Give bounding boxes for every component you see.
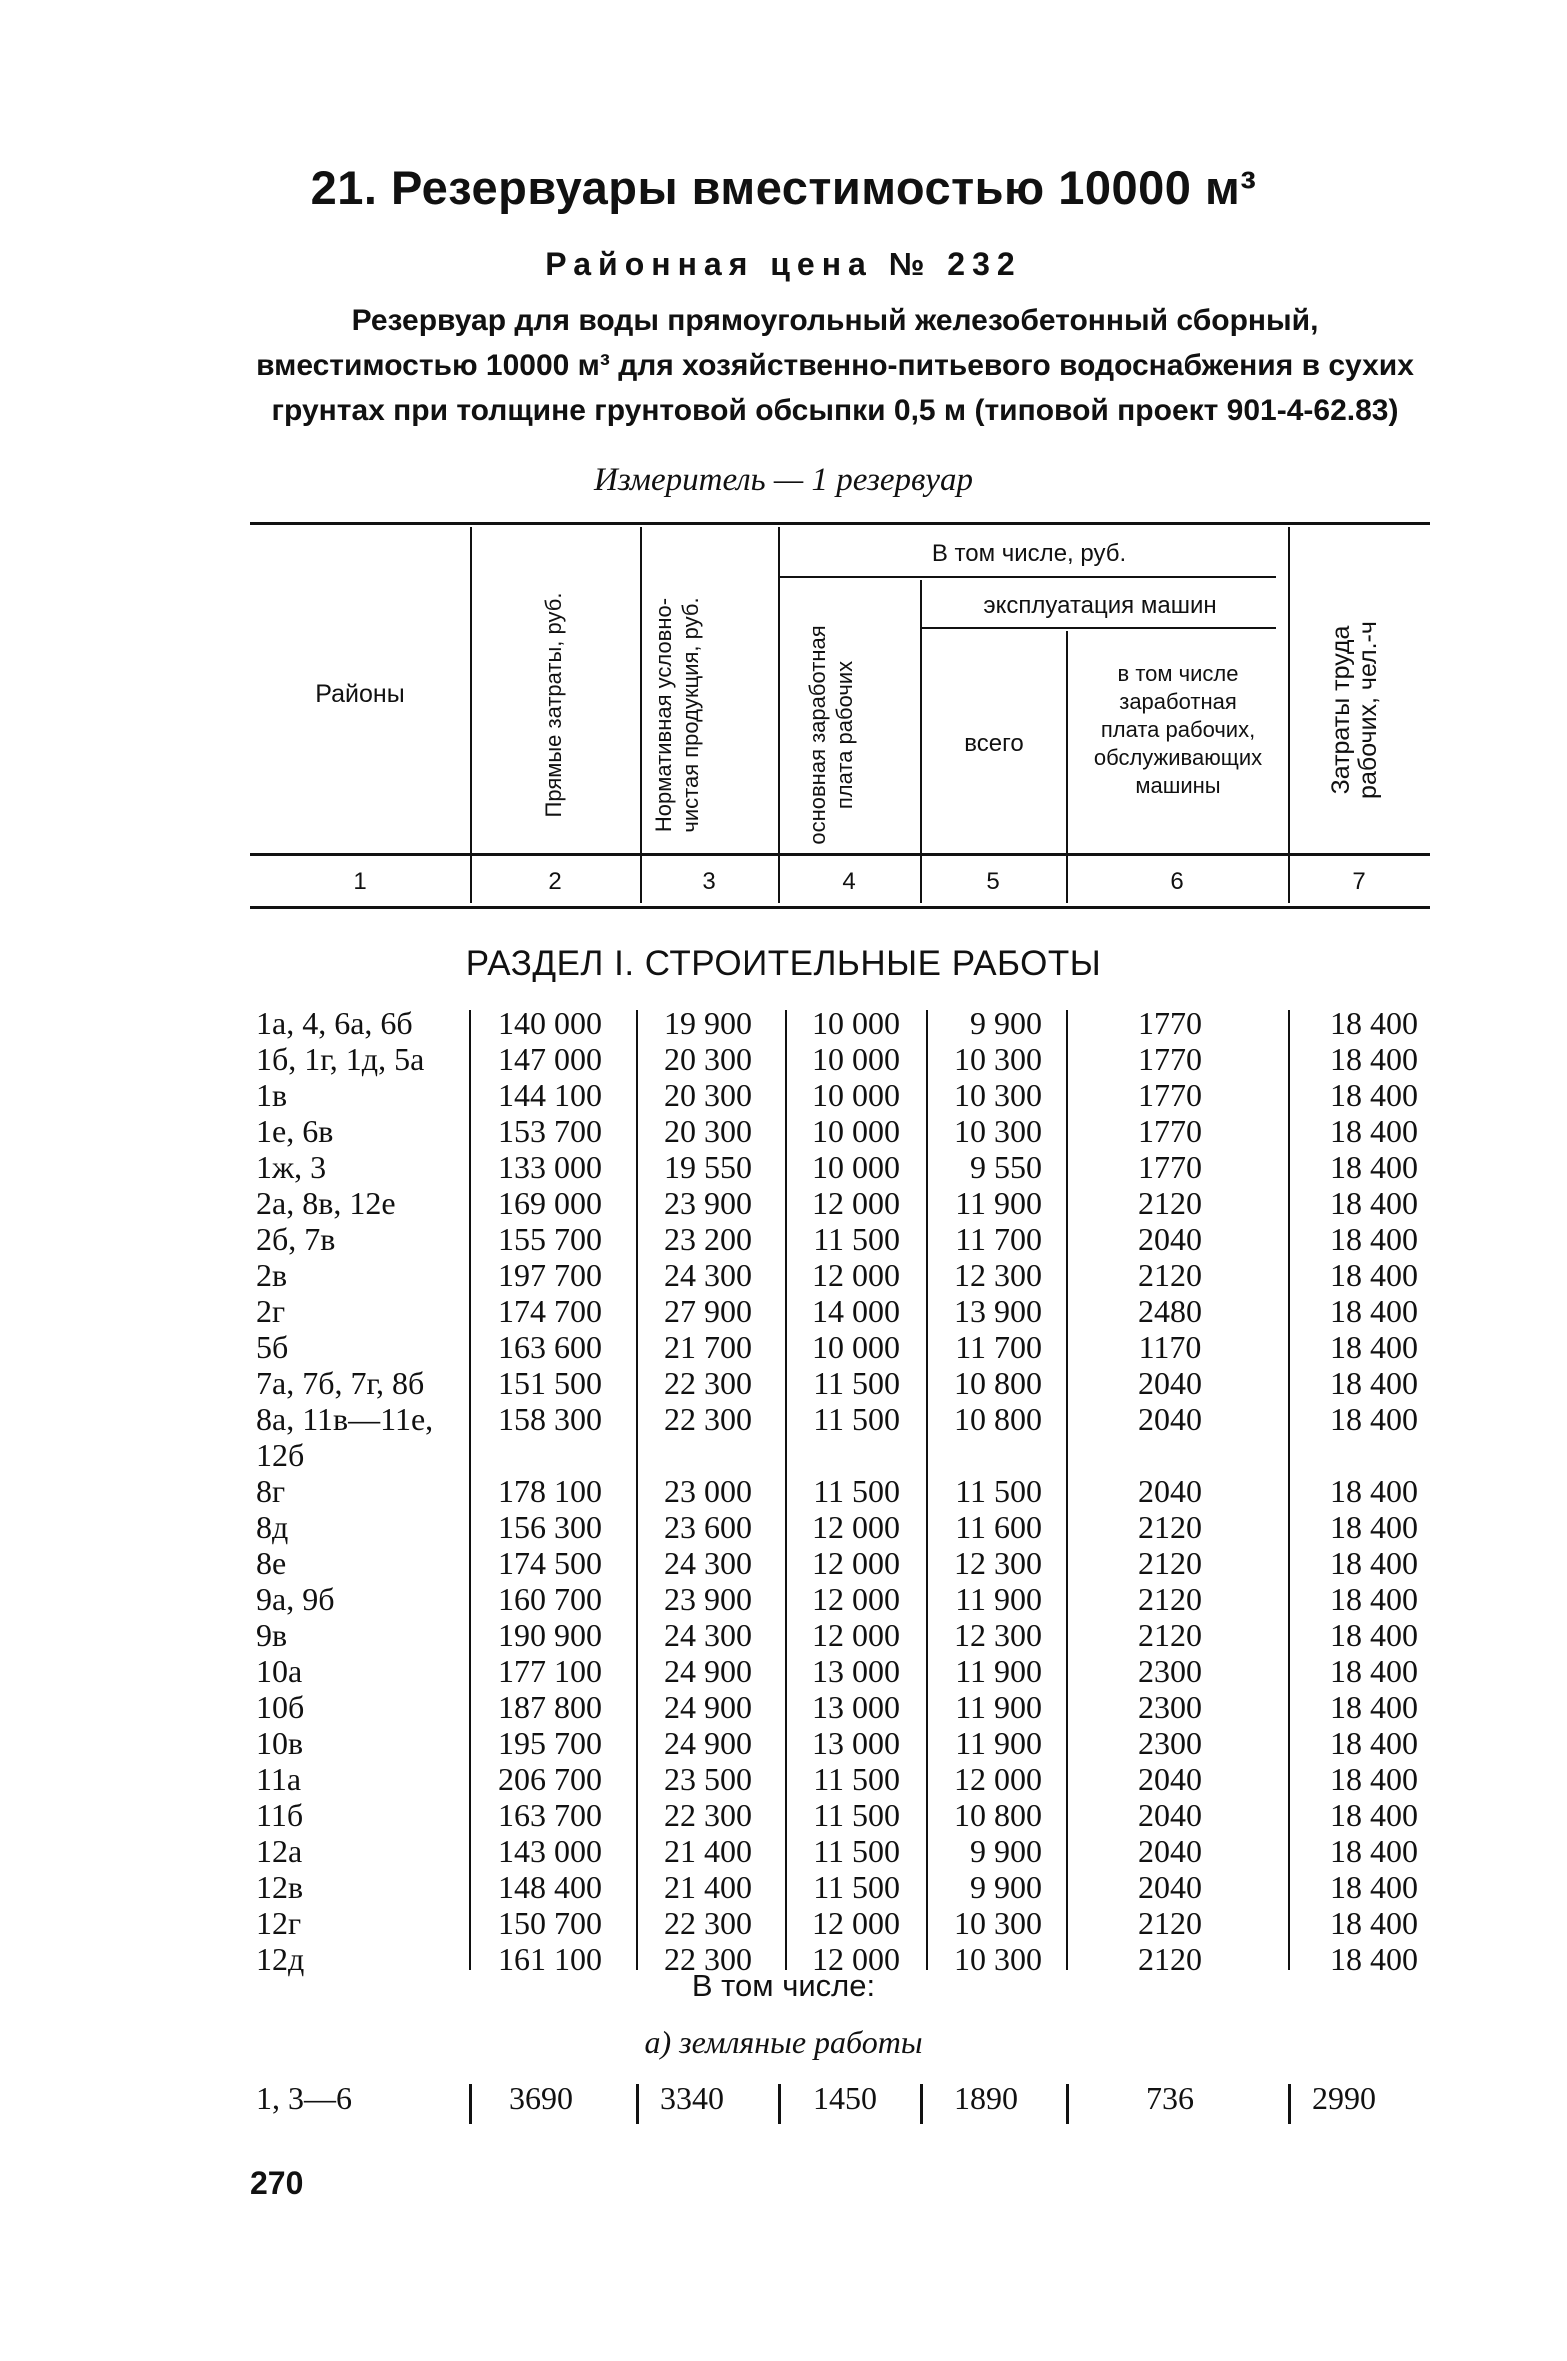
last-row-bar-5 — [1066, 2084, 1069, 2124]
cell-labor: 18 400 — [1330, 1581, 1418, 1617]
table-row — [250, 1869, 1430, 1905]
cell-labor: 18 400 — [1330, 1329, 1418, 1365]
cell-labor: 18 400 — [1330, 1905, 1418, 1941]
cell-machines: 11 700 — [955, 1329, 1042, 1365]
col-divider-3 — [778, 527, 780, 903]
cell-machine-wage: 1770 — [1138, 1077, 1202, 1113]
cell-nucp: 19 900 — [664, 1005, 752, 1041]
cell-direct: 3690 — [509, 2080, 573, 2116]
cell-machines: 12 000 — [954, 1761, 1042, 1797]
cell-nucp: 23 900 — [664, 1581, 752, 1617]
section-title: РАЗДЕЛ I. СТРОИТЕЛЬНЫЕ РАБОТЫ — [465, 944, 1102, 983]
cell-wage: 12 000 — [812, 1545, 900, 1581]
cell-region: 8г — [256, 1473, 286, 1509]
cell-region: 7а, 7б, 7г, 8б — [256, 1365, 425, 1401]
cell-region: 9в — [256, 1617, 288, 1653]
last-row-bar-4 — [920, 2084, 923, 2124]
cell-labor: 18 400 — [1330, 1941, 1418, 1977]
cell-direct: 174 700 — [498, 1293, 602, 1329]
cell-machine-wage: 736 — [1146, 2080, 1194, 2116]
cell-machines: 10 300 — [954, 1941, 1042, 1977]
cell-direct: 153 700 — [498, 1113, 602, 1149]
cell-wage: 11 500 — [813, 1833, 900, 1869]
table-row — [250, 1149, 1430, 1185]
cell-labor: 18 400 — [1330, 1869, 1418, 1905]
colnum-4: 4 — [842, 868, 856, 895]
table-row — [250, 1653, 1430, 1689]
cell-labor: 18 400 — [1330, 1365, 1418, 1401]
cell-machines: 11 700 — [955, 1221, 1042, 1257]
cell-wage: 12 000 — [812, 1185, 900, 1221]
cell-labor: 18 400 — [1330, 1005, 1418, 1041]
cell-direct: 156 300 — [498, 1509, 602, 1545]
cell-machines: 10 800 — [954, 1797, 1042, 1833]
cell-wage: 10 000 — [812, 1077, 900, 1113]
subsection-title: а) земляные работы — [644, 2024, 923, 2060]
cell-direct: 177 100 — [498, 1653, 602, 1689]
cell-region: 1а, 4, 6а, 6б — [256, 1005, 413, 1041]
cell-wage: 11 500 — [813, 1365, 900, 1401]
cell-machines: 10 300 — [954, 1905, 1042, 1941]
cell-direct: 150 700 — [498, 1905, 602, 1941]
cell-machine-wage: 2120 — [1138, 1905, 1202, 1941]
last-row-bar-2 — [636, 2084, 639, 2124]
table-row — [250, 1185, 1430, 1221]
cell-machines: 12 300 — [954, 1617, 1042, 1653]
cell-wage: 12 000 — [812, 1581, 900, 1617]
table-row — [250, 1005, 1430, 1041]
cell-region: 1в — [256, 1077, 288, 1113]
cell-wage: 13 000 — [812, 1653, 900, 1689]
table-row — [250, 1617, 1430, 1653]
cell-labor: 18 400 — [1330, 1653, 1418, 1689]
page-number: 270 — [250, 2165, 304, 2201]
cell-machines: 12 300 — [954, 1257, 1042, 1293]
cell-direct: 169 000 — [498, 1185, 602, 1221]
cell-direct: 163 600 — [498, 1329, 602, 1365]
machines-rule — [920, 627, 1276, 629]
colnum-7: 7 — [1352, 868, 1366, 895]
cell-direct: 155 700 — [498, 1221, 602, 1257]
cell-wage: 12 000 — [812, 1905, 900, 1941]
including-label: В том числе: — [691, 1968, 876, 2003]
cell-machine-wage: 2120 — [1138, 1185, 1202, 1221]
cell-labor: 18 400 — [1330, 1473, 1418, 1509]
cell-nucp: 3340 — [660, 2080, 724, 2116]
cell-region: 11б — [256, 1797, 304, 1833]
cell-region: 2а, 8в, 12е — [256, 1185, 396, 1221]
cell-direct: 187 800 — [498, 1689, 602, 1725]
cell-nucp: 22 300 — [664, 1401, 752, 1437]
cell-nucp: 23 200 — [664, 1221, 752, 1257]
cell-machine-wage: 2040 — [1138, 1833, 1202, 1869]
cell-wage: 10 000 — [812, 1005, 900, 1041]
table-row — [250, 1689, 1430, 1725]
cell-machine-wage: 2040 — [1138, 1797, 1202, 1833]
cell-direct: 140 000 — [498, 1005, 602, 1041]
table-row — [250, 1401, 1430, 1473]
cell-nucp: 19 550 — [664, 1149, 752, 1185]
header-labor: Затраты труда рабочих, чел.-ч — [1327, 621, 1382, 799]
description: Резервуар для воды прямоугольный железобетонный сборный, вместимостью 10000 м³ для хозяйственно-питьевого водоснабжения в сухих грунтах при толщине грунтовой обсыпки 0,5 м (типовой проект 901-4-62.83) — [256, 304, 1414, 427]
cell-wage: 10 000 — [812, 1329, 900, 1365]
cell-machine-wage: 2300 — [1138, 1725, 1202, 1761]
cell-nucp: 20 300 — [664, 1041, 752, 1077]
cell-labor: 18 400 — [1330, 1293, 1418, 1329]
cell-machine-wage: 1770 — [1138, 1113, 1202, 1149]
cell-region: 10а — [256, 1653, 303, 1689]
cell-machine-wage: 2120 — [1138, 1257, 1202, 1293]
header-direct-costs: Прямые затраты, руб. — [541, 592, 566, 818]
cell-labor: 18 400 — [1330, 1833, 1418, 1869]
cell-machine-wage: 2040 — [1138, 1221, 1202, 1257]
cell-wage: 1450 — [813, 2080, 877, 2116]
cell-region: 12г — [256, 1905, 302, 1941]
cell-wage: 11 500 — [813, 1869, 900, 1905]
cell-machines: 13 900 — [954, 1293, 1042, 1329]
cell-wage: 11 500 — [813, 1221, 900, 1257]
cell-machine-wage: 2120 — [1138, 1581, 1202, 1617]
cell-wage: 10 000 — [812, 1149, 900, 1185]
cell-machine-wage: 2040 — [1138, 1869, 1202, 1905]
cell-labor: 18 400 — [1330, 1725, 1418, 1761]
cell-machines: 10 800 — [954, 1401, 1042, 1437]
cell-region: 10в — [256, 1725, 304, 1761]
table-row — [250, 1905, 1430, 1941]
table-row — [250, 1257, 1430, 1293]
cell-machines: 10 300 — [954, 1041, 1042, 1077]
header-regions: Районы — [315, 680, 405, 708]
cell-machines: 11 900 — [955, 1185, 1042, 1221]
colnum-6: 6 — [1170, 868, 1184, 895]
cell-direct: 133 000 — [498, 1149, 602, 1185]
cell-wage: 12 000 — [812, 1257, 900, 1293]
cell-region: 8е — [256, 1545, 287, 1581]
cell-wage: 10 000 — [812, 1041, 900, 1077]
cell-direct: 190 900 — [498, 1617, 602, 1653]
cell-region: 11а — [256, 1761, 302, 1797]
cell-machines: 11 900 — [955, 1725, 1042, 1761]
cell-wage: 12 000 — [812, 1509, 900, 1545]
cell-wage: 11 500 — [813, 1473, 900, 1509]
cell-nucp: 23 500 — [664, 1761, 752, 1797]
table-row — [250, 1581, 1430, 1617]
cell-nucp: 21 400 — [664, 1869, 752, 1905]
cell-direct: 158 300 — [498, 1401, 602, 1437]
cell-direct: 163 700 — [498, 1797, 602, 1833]
cell-direct: 148 400 — [498, 1869, 602, 1905]
header-machine-wage: в том числе заработная плата рабочих, обслуживающих машины — [1093, 661, 1263, 798]
cell-nucp: 22 300 — [664, 1365, 752, 1401]
cell-machines: 10 800 — [954, 1365, 1042, 1401]
colnum-2: 2 — [548, 868, 562, 895]
cell-wage: 12 000 — [812, 1941, 900, 1977]
col-divider-2 — [640, 527, 642, 903]
cell-region: 12д — [256, 1941, 305, 1977]
earthworks-row — [250, 2080, 1430, 2116]
table-row — [250, 1077, 1430, 1113]
cell-labor: 18 400 — [1330, 1509, 1418, 1545]
table-row — [250, 1761, 1430, 1797]
cell-machines: 9 900 — [970, 1833, 1042, 1869]
cell-machines: 11 500 — [955, 1473, 1042, 1509]
colnum-1: 1 — [353, 868, 367, 895]
cell-machine-wage: 2480 — [1138, 1293, 1202, 1329]
cell-nucp: 24 900 — [664, 1689, 752, 1725]
cell-machine-wage: 2040 — [1138, 1473, 1202, 1509]
table-row — [250, 1725, 1430, 1761]
colnum-5: 5 — [986, 868, 1000, 895]
cell-labor: 18 400 — [1330, 1797, 1418, 1833]
last-row-bar-6 — [1288, 2084, 1291, 2124]
cell-region: 10б — [256, 1689, 305, 1725]
cell-wage: 13 000 — [812, 1689, 900, 1725]
group-rule — [778, 576, 1276, 578]
cell-machines: 1890 — [954, 2080, 1018, 2116]
header-machines: эксплуатация машин — [983, 592, 1217, 619]
cell-machines: 10 300 — [954, 1077, 1042, 1113]
col-divider-6 — [1288, 527, 1290, 903]
cell-machine-wage: 2120 — [1138, 1941, 1202, 1977]
table-row — [250, 1293, 1430, 1329]
cell-labor: 18 400 — [1330, 1689, 1418, 1725]
cell-direct: 147 000 — [498, 1041, 602, 1077]
cell-direct: 151 500 — [498, 1365, 602, 1401]
cell-labor: 18 400 — [1330, 1149, 1418, 1185]
price-number: Районная цена № 232 — [545, 246, 1022, 282]
cell-direct: 143 000 — [498, 1833, 602, 1869]
cell-region: 12а — [256, 1833, 303, 1869]
cell-region: 2в — [256, 1257, 288, 1293]
table-row — [250, 1833, 1430, 1869]
cell-labor: 18 400 — [1330, 1257, 1418, 1293]
cell-machine-wage: 2300 — [1138, 1653, 1202, 1689]
cell-nucp: 21 400 — [664, 1833, 752, 1869]
cell-machine-wage: 2120 — [1138, 1545, 1202, 1581]
cell-machines: 9 550 — [970, 1149, 1042, 1185]
cell-machine-wage: 1770 — [1138, 1005, 1202, 1041]
cell-machines: 11 900 — [955, 1689, 1042, 1725]
cell-wage: 11 500 — [813, 1797, 900, 1833]
cell-wage: 10 000 — [812, 1113, 900, 1149]
cell-wage: 13 000 — [812, 1725, 900, 1761]
cell-labor: 18 400 — [1330, 1113, 1418, 1149]
cell-labor: 2990 — [1312, 2080, 1376, 2116]
cell-region: 8а, 11в—11е, 12б — [256, 1401, 434, 1473]
cell-machine-wage: 2120 — [1138, 1509, 1202, 1545]
cell-machines: 9 900 — [970, 1005, 1042, 1041]
cell-machine-wage: 1770 — [1138, 1041, 1202, 1077]
cell-region: 5б — [256, 1329, 289, 1365]
table-row — [250, 1329, 1430, 1365]
table-row — [250, 1797, 1430, 1833]
cell-region: 2г — [256, 1293, 286, 1329]
cell-nucp: 24 900 — [664, 1725, 752, 1761]
table-row — [250, 1041, 1430, 1077]
cell-machines: 11 600 — [955, 1509, 1042, 1545]
cell-nucp: 24 300 — [664, 1257, 752, 1293]
cell-nucp: 24 300 — [664, 1617, 752, 1653]
cell-nucp: 22 300 — [664, 1797, 752, 1833]
cell-nucp: 23 600 — [664, 1509, 752, 1545]
cell-direct: 195 700 — [498, 1725, 602, 1761]
cell-machine-wage: 2040 — [1138, 1365, 1202, 1401]
cell-direct: 197 700 — [498, 1257, 602, 1293]
cell-nucp: 21 700 — [664, 1329, 752, 1365]
table-row — [250, 1113, 1430, 1149]
cell-machine-wage: 2040 — [1138, 1761, 1202, 1797]
cell-region: 2б, 7в — [256, 1221, 336, 1257]
table-row — [250, 1221, 1430, 1257]
cell-labor: 18 400 — [1330, 1077, 1418, 1113]
table-row — [250, 1545, 1430, 1581]
cell-nucp: 23 900 — [664, 1185, 752, 1221]
cell-region: 1, 3—6 — [256, 2080, 352, 2116]
cell-nucp: 27 900 — [664, 1293, 752, 1329]
cell-nucp: 22 300 — [664, 1941, 752, 1977]
cell-machine-wage: 2120 — [1138, 1617, 1202, 1653]
colnum-bottom-rule — [250, 906, 1430, 909]
cell-region: 8д — [256, 1509, 289, 1545]
cell-nucp: 20 300 — [664, 1113, 752, 1149]
cell-machines: 10 300 — [954, 1113, 1042, 1149]
cell-region: 1ж, 3 — [256, 1149, 327, 1185]
cell-machine-wage: 2300 — [1138, 1689, 1202, 1725]
table-row — [250, 1473, 1430, 1509]
header-base-wage: основная заработная плата рабочих — [805, 625, 857, 845]
cell-region: 1е, 6в — [256, 1113, 334, 1149]
cell-region: 1б, 1г, 1д, 5а — [256, 1041, 425, 1077]
cell-machine-wage: 1170 — [1138, 1329, 1202, 1365]
cell-nucp: 20 300 — [664, 1077, 752, 1113]
header-group: В том числе, руб. — [931, 540, 1127, 567]
cell-region: 12в — [256, 1869, 304, 1905]
cell-labor: 18 400 — [1330, 1041, 1418, 1077]
cell-machine-wage: 2040 — [1138, 1401, 1202, 1437]
cell-nucp: 24 900 — [664, 1653, 752, 1689]
col-divider-1 — [470, 527, 472, 903]
cell-direct: 160 700 — [498, 1581, 602, 1617]
cell-wage: 11 500 — [813, 1761, 900, 1797]
header-top-rule — [250, 522, 1430, 525]
col-divider-5 — [1066, 631, 1068, 903]
cell-wage: 14 000 — [812, 1293, 900, 1329]
cell-wage: 11 500 — [813, 1401, 900, 1437]
cell-region: 9а, 9б — [256, 1581, 335, 1617]
cell-labor: 18 400 — [1330, 1761, 1418, 1797]
last-row-bar-1 — [469, 2084, 472, 2124]
cell-nucp: 22 300 — [664, 1905, 752, 1941]
cell-labor: 18 400 — [1330, 1545, 1418, 1581]
cell-machines: 9 900 — [970, 1869, 1042, 1905]
cell-direct: 144 100 — [498, 1077, 602, 1113]
measure-unit: Измеритель — 1 резервуар — [594, 462, 973, 498]
cell-direct: 178 100 — [498, 1473, 602, 1509]
cell-machine-wage: 1770 — [1138, 1149, 1202, 1185]
cell-nucp: 23 000 — [664, 1473, 752, 1509]
colnum-3: 3 — [702, 868, 716, 895]
cell-machines: 11 900 — [955, 1653, 1042, 1689]
table-row — [250, 2080, 1430, 2116]
cell-labor: 18 400 — [1330, 1185, 1418, 1221]
data-rows — [250, 1005, 1430, 1977]
cell-labor: 18 400 — [1330, 1221, 1418, 1257]
cell-labor: 18 400 — [1330, 1401, 1418, 1437]
cell-direct: 206 700 — [498, 1761, 602, 1797]
cell-labor: 18 400 — [1330, 1617, 1418, 1653]
header-nucp: Нормативная условно-чистая продукция, руб. — [651, 597, 703, 833]
header-machines-total: всего — [964, 730, 1024, 757]
page-title: 21. Резервуары вместимостью 10000 м³ — [310, 161, 1257, 214]
last-row-bar-3 — [778, 2084, 781, 2124]
table-row — [250, 1509, 1430, 1545]
table-row — [250, 1365, 1430, 1401]
cell-wage: 12 000 — [812, 1617, 900, 1653]
cell-machines: 11 900 — [955, 1581, 1042, 1617]
cell-machines: 12 300 — [954, 1545, 1042, 1581]
cell-nucp: 24 300 — [664, 1545, 752, 1581]
cell-direct: 174 500 — [498, 1545, 602, 1581]
cell-direct: 161 100 — [498, 1941, 602, 1977]
